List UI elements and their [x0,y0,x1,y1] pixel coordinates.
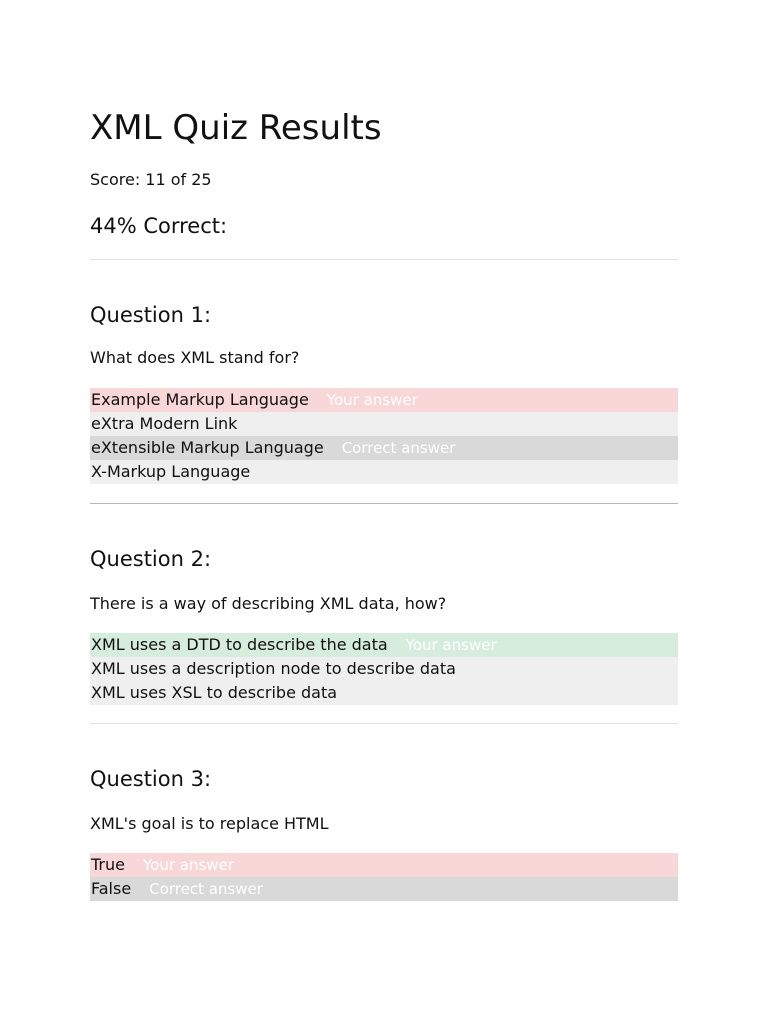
your-answer-tag: Your answer [142,856,234,874]
answer-label: X-Markup Language [91,462,251,481]
divider [90,723,678,724]
answer-label: Example Markup Language [91,390,309,409]
answer-label: eXtensible Markup Language [91,438,324,457]
question-text: XML's goal is to replace HTML [90,814,329,833]
answer-option [90,388,678,412]
answer-option [90,657,678,681]
your-answer-tag: Your answer [326,391,418,409]
answer-options [90,633,678,705]
answer-label: True [91,855,125,874]
question-text: There is a way of describing XML data, how? [90,594,447,613]
answer-option [90,681,678,705]
answer-options [90,388,678,484]
score-text: Score: 11 of 25 [90,170,212,189]
correct-answer-tag: Correct answer [341,439,456,457]
page-title: XML Quiz Results [90,108,382,148]
percent-correct: 44% Correct: [90,214,228,238]
your-answer-tag: Your answer [405,636,497,654]
answer-label: False [91,879,132,898]
answer-option [90,412,678,436]
answer-label: XML uses a description node to describe data [91,659,456,678]
question-text: What does XML stand for? [90,348,300,367]
question-3 [90,766,678,898]
answer-option [90,460,678,484]
answer-option [90,436,678,460]
divider [90,503,678,504]
question-heading: Question 3: [90,767,212,791]
answer-label: XML uses XSL to describe data [91,683,338,702]
answer-label: eXtra Modern Link [91,414,238,433]
question-2 [90,546,678,702]
answer-label: XML uses a DTD to describe the data [91,635,388,654]
question-heading: Question 1: [90,303,212,327]
answer-option [90,853,678,877]
correct-answer-tag: Correct answer [149,880,263,898]
answer-option [90,633,678,657]
question-heading: Question 2: [90,547,212,571]
answer-options [90,853,678,901]
answer-option [90,877,678,901]
divider [90,259,678,260]
question-1 [90,302,678,481]
